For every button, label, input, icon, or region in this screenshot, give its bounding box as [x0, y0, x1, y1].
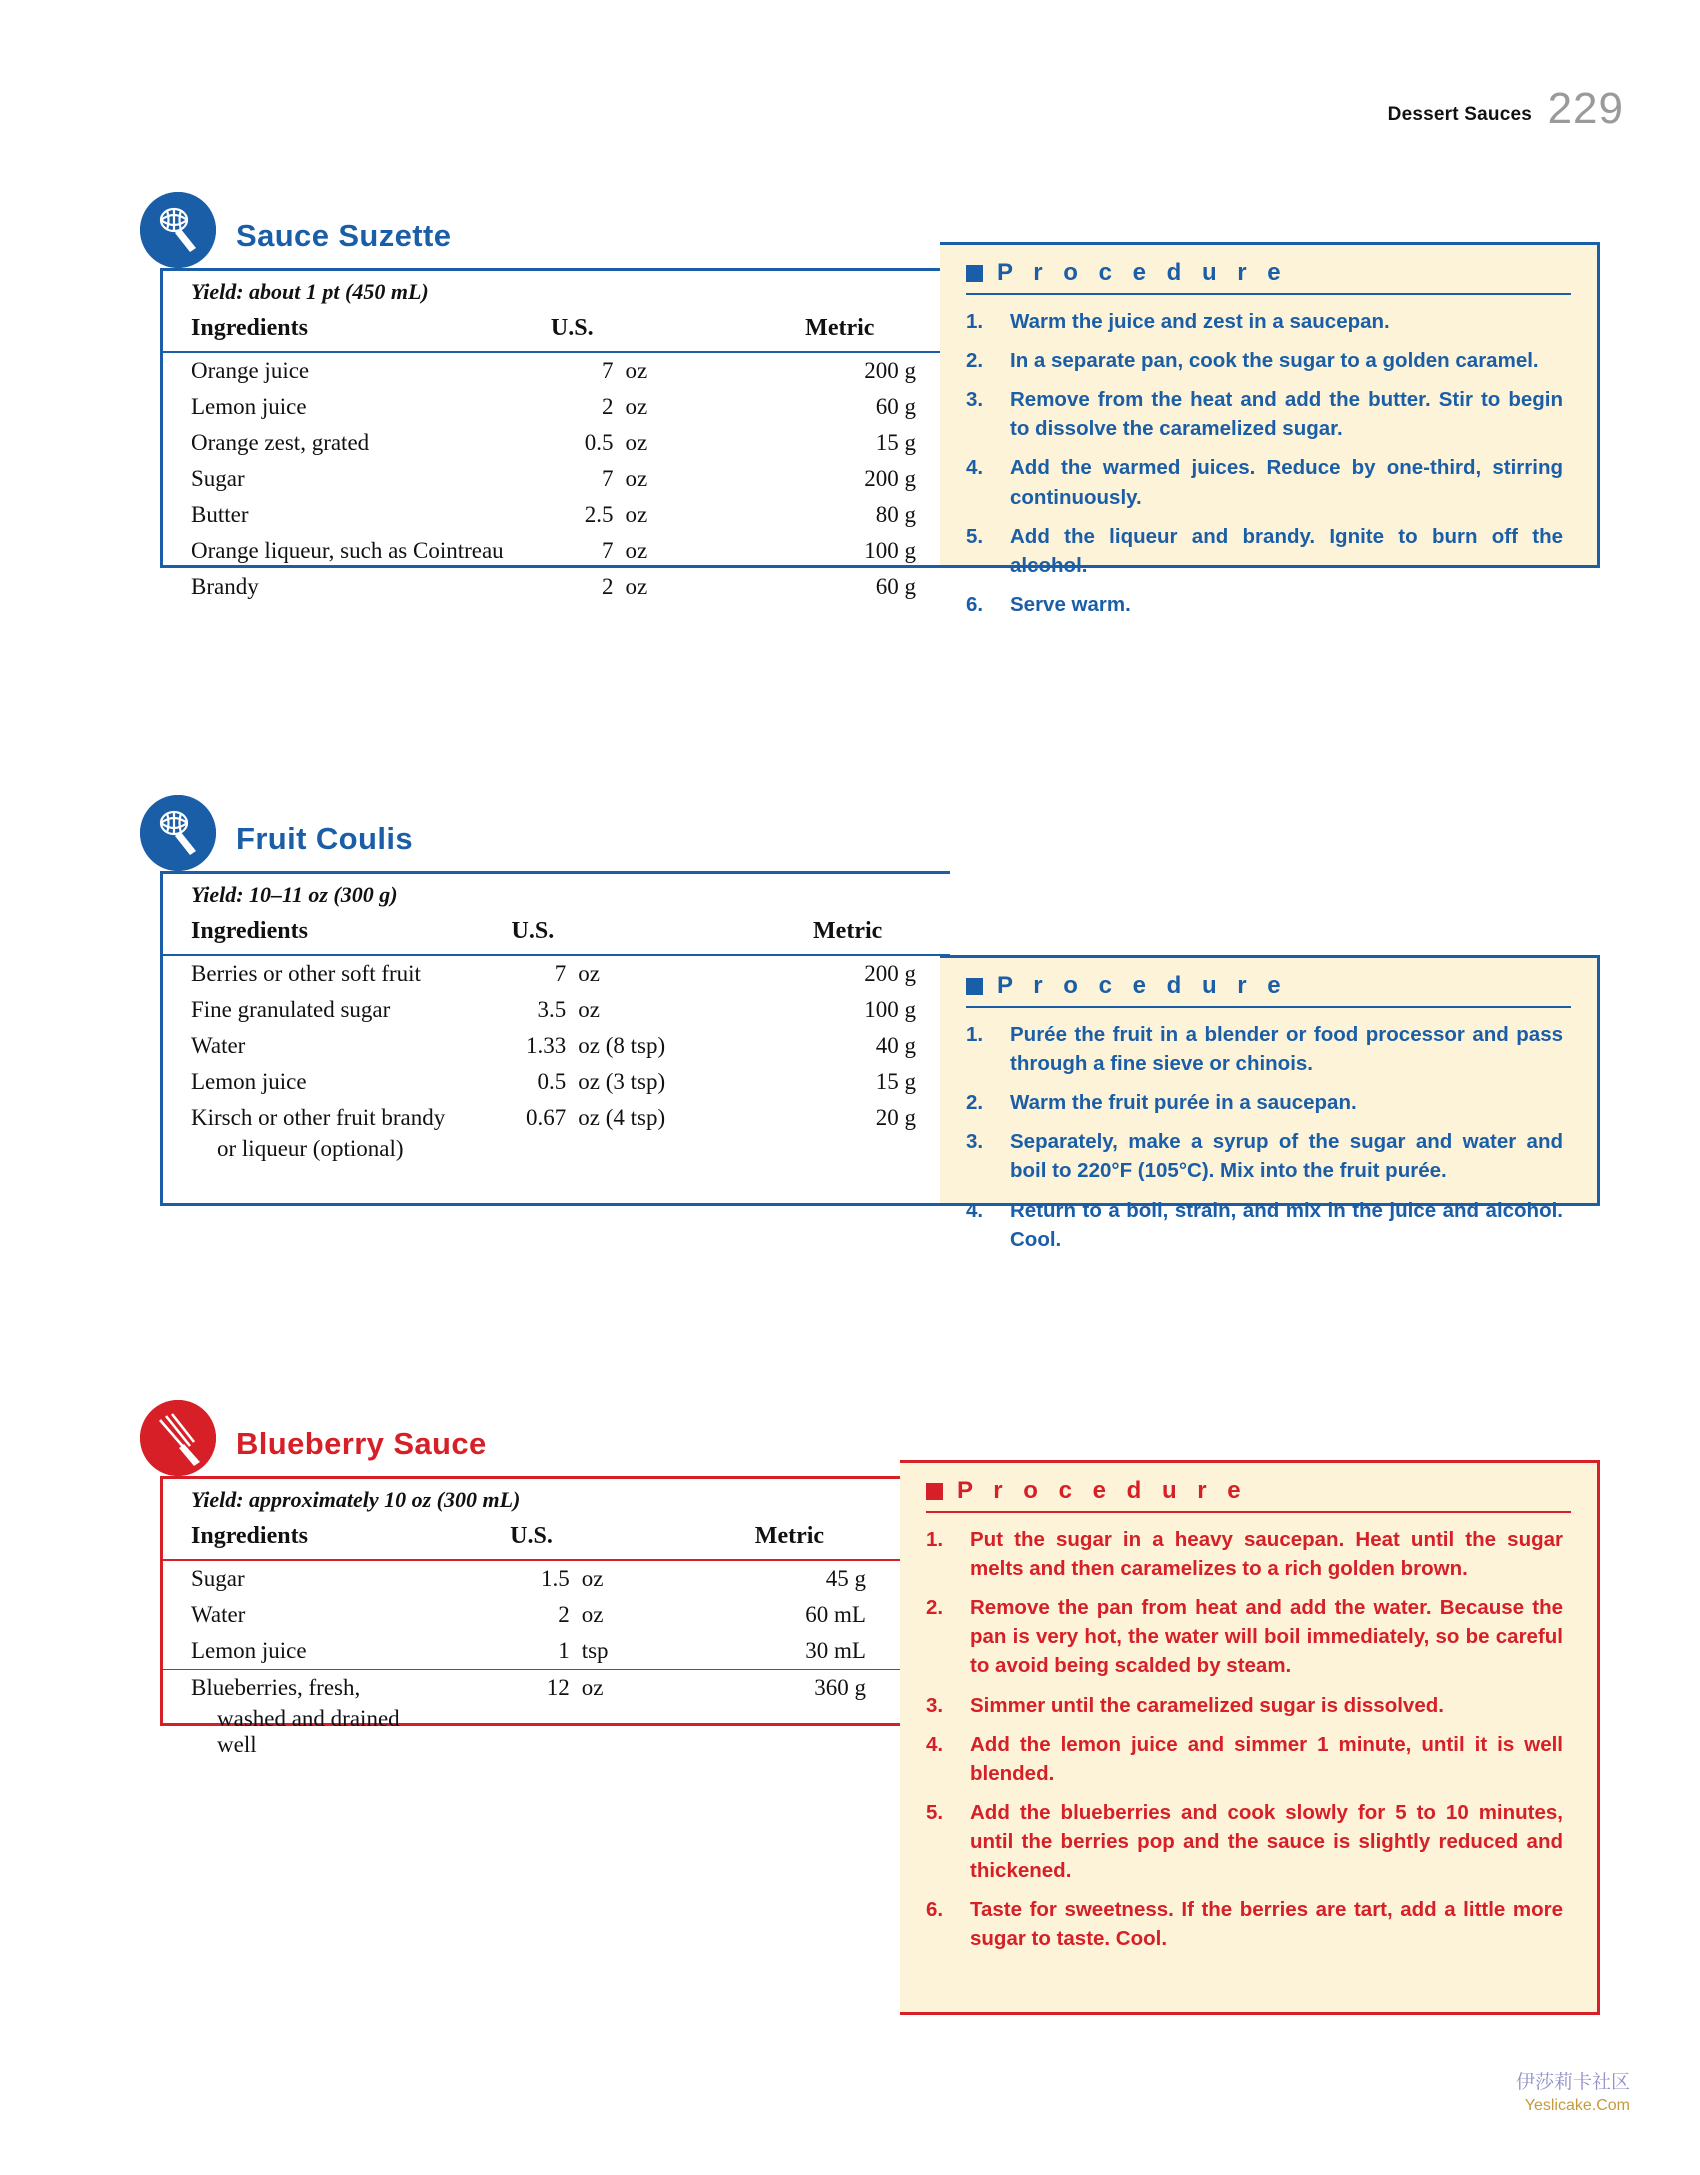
ingredient-metric: 200 g [864, 961, 916, 986]
table-row [163, 352, 950, 389]
ingredient-unit: oz [581, 1602, 604, 1627]
table-row [163, 1732, 900, 1763]
ingredient-unit: tsp [581, 1638, 609, 1663]
col-us: U.S. [510, 1523, 553, 1549]
ingredient-amount: 12 [546, 1675, 570, 1700]
ingredient-unit: oz [625, 430, 648, 455]
bullet-square-icon [966, 978, 983, 995]
list-item: Put the sugar in a heavy saucepan. Heat until the sugar melts and then caramelizes to a rich golden brown. [970, 1528, 1563, 1581]
table-row [163, 1136, 950, 1167]
list-item: Add the blueberries and cook slowly for 5 to 10 minutes, until the berries pop and the sauce is slightly reduced and thickened. [970, 1800, 1563, 1883]
procedure-label: P r o c e d u r e [997, 259, 1288, 286]
col-metric: Metric [805, 315, 875, 341]
ingredient-amount: 7 [601, 466, 614, 491]
ingredient-metric: 80 g [875, 502, 916, 527]
bullet-square-icon [926, 1483, 943, 1500]
ingredient-amount: 2 [601, 574, 614, 599]
ingredient-unit: oz (8 tsp) [578, 1033, 666, 1058]
table-row [163, 497, 950, 533]
ingredient-metric: 100 g [864, 997, 916, 1022]
table-row [163, 1560, 900, 1597]
ingredient-name: Blueberries, fresh, [191, 1675, 361, 1700]
ingredient-metric: 60 mL [805, 1602, 866, 1627]
page-number: 229 [1547, 84, 1624, 133]
ingredient-metric: 15 g [875, 1069, 916, 1094]
ingredient-metric: 30 mL [805, 1638, 866, 1663]
ingredient-unit: oz [581, 1566, 604, 1591]
list-item: Add the warmed juices. Reduce by one-third, stirring continuously. [1010, 456, 1563, 509]
ingredient-unit: oz [578, 997, 600, 1022]
ingredients-panel [160, 871, 950, 1206]
table-row [163, 955, 950, 992]
col-metric: Metric [754, 1523, 825, 1549]
table-row [163, 1028, 950, 1064]
ingredient-amount: 2.5 [584, 502, 614, 527]
ingredient-amount: 2 [558, 1602, 570, 1627]
ingredient-amount: 1.33 [525, 1033, 567, 1058]
ingredient-name: Sugar [191, 466, 245, 491]
ingredient-continuation: washed and drained [217, 1706, 400, 1731]
recipe-title: Sauce Suzette [236, 218, 452, 253]
ingredient-unit: oz [625, 574, 648, 599]
ingredient-unit: oz (4 tsp) [578, 1105, 666, 1130]
ingredient-amount: 0.5 [584, 430, 614, 455]
ingredients-panel [160, 1476, 900, 1757]
ingredient-unit: oz [625, 358, 648, 383]
ingredient-amount: 1.5 [540, 1566, 570, 1591]
ingredient-metric: 100 g [864, 538, 916, 563]
col-ingredients: Ingredients [191, 1523, 308, 1549]
list-item: Purée the fruit in a blender or food processor and pass through a fine sieve or chinois. [1010, 1023, 1563, 1076]
ingredient-metric: 60 g [875, 394, 916, 419]
ingredient-name: Kirsch or other fruit brandy [191, 1105, 446, 1130]
table-row [163, 1670, 900, 1707]
col-ingredients: Ingredients [191, 315, 308, 341]
table-row [163, 461, 950, 497]
list-item: Return to a boil, strain, and mix in the juice and alcohol. Cool. [1010, 1198, 1563, 1251]
whisk-icon [140, 795, 216, 871]
procedure-steps [940, 1008, 1597, 1270]
ingredients-table [163, 912, 950, 1167]
procedure-panel [940, 242, 1600, 616]
col-ingredients: Ingredients [191, 918, 308, 944]
table-row [163, 1064, 950, 1100]
ingredient-metric: 60 g [875, 574, 916, 599]
ingredient-name: Fine granulated sugar [191, 997, 391, 1022]
table-row [163, 533, 950, 569]
ingredient-amount: 0.5 [537, 1069, 567, 1094]
ingredient-amount: 7 [554, 961, 567, 986]
ingredient-metric: 15 g [875, 430, 916, 455]
list-item: Warm the fruit purée in a saucepan. [1010, 1091, 1357, 1115]
list-item: Remove from the heat and add the butter. Stir to begin to dissolve the caramelized sugar. [1010, 388, 1563, 441]
ingredient-name: Berries or other soft fruit [191, 961, 421, 986]
table-row [163, 1100, 950, 1136]
whisk-badge-icon [140, 192, 216, 268]
col-us: U.S. [550, 315, 594, 341]
col-metric: Metric [813, 918, 883, 944]
ingredient-continuation-2: well [217, 1732, 257, 1757]
yield-text: Yield: about 1 pt (450 mL) [191, 279, 429, 304]
table-row [163, 1597, 900, 1633]
table-row [163, 569, 950, 605]
procedure-label: P r o c e d u r e [997, 972, 1288, 999]
procedure-header [900, 1463, 1597, 1505]
list-item: In a separate pan, cook the sugar to a golden caramel. [1010, 349, 1539, 373]
whisk-icon [140, 192, 216, 268]
procedure-header [940, 245, 1597, 287]
procedure-label: P r o c e d u r e [957, 1477, 1248, 1504]
ingredient-name: Butter [191, 502, 249, 527]
procedure-header [940, 958, 1597, 1000]
col-us: U.S. [511, 918, 555, 944]
table-row [163, 425, 950, 461]
ingredient-unit: oz [625, 394, 648, 419]
procedure-panel [900, 1460, 1600, 2015]
ingredient-name: Sugar [191, 1566, 245, 1591]
table-row [163, 992, 950, 1028]
ingredient-unit: oz [625, 466, 648, 491]
table-row [163, 389, 950, 425]
ingredients-panel [160, 268, 950, 599]
ingredients-table [163, 309, 950, 605]
running-head: Dessert Sauces [1387, 104, 1532, 125]
ingredient-name: Orange zest, grated [191, 430, 370, 455]
watermark-line-2: Yeslicake.Com [1524, 2097, 1630, 2115]
ingredient-metric: 40 g [875, 1033, 916, 1058]
list-item: Add the liqueur and brandy. Ignite to burn off the alcohol. [1010, 524, 1563, 577]
ingredient-metric: 360 g [814, 1675, 866, 1700]
list-item: Separately, make a syrup of the sugar and water and boil to 220°F (105°C). Mix into the fruit purée. [1010, 1130, 1563, 1183]
watermark-line-1: 伊莎莉卡社区 [1515, 2071, 1630, 2093]
ingredient-name: Brandy [191, 574, 259, 599]
ingredient-amount: 3.5 [537, 997, 567, 1022]
ingredient-name: Lemon juice [191, 1638, 307, 1663]
ingredient-name: Orange juice [191, 358, 310, 383]
list-item: Add the lemon juice and simmer 1 minute, until it is well blended. [970, 1732, 1563, 1785]
ingredient-metric: 200 g [864, 466, 916, 491]
ingredient-unit: oz [578, 961, 600, 986]
ingredient-continuation: or liqueur (optional) [217, 1136, 404, 1161]
list-item: Remove the pan from heat and add the water. Because the pan is very hot, the water will boil immediately, so be careful to avoid being scalded by steam. [970, 1596, 1563, 1678]
ingredient-amount: 1 [558, 1638, 570, 1663]
ingredients-table [163, 1517, 900, 1763]
ingredient-name: Lemon juice [191, 1069, 307, 1094]
procedure-panel [940, 955, 1600, 1251]
whisk-icon [140, 1400, 216, 1476]
table-row [163, 1633, 900, 1670]
procedure-steps [940, 295, 1597, 635]
ingredient-unit: oz [625, 538, 648, 563]
list-item: Serve warm. [1010, 592, 1131, 616]
watermark [1516, 2070, 1630, 2117]
yield-text: Yield: 10–11 oz (300 g) [191, 882, 398, 907]
list-item: Warm the juice and zest in a saucepan. [1010, 310, 1390, 333]
ingredient-name: Lemon juice [191, 394, 307, 419]
whisk-badge-icon [140, 1400, 216, 1476]
ingredient-amount: 0.67 [525, 1105, 567, 1130]
ingredient-unit: oz [625, 502, 648, 527]
ingredient-name: Water [191, 1602, 246, 1627]
ingredient-unit: oz (3 tsp) [578, 1069, 666, 1094]
yield-text: Yield: approximately 10 oz (300 mL) [191, 1487, 521, 1512]
list-item: Taste for sweetness. If the berries are tart, add a little more sugar to taste. Cool. [970, 1898, 1563, 1951]
ingredient-amount: 7 [601, 358, 614, 383]
list-item: Simmer until the caramelized sugar is dissolved. [970, 1693, 1444, 1717]
ingredient-unit: oz [581, 1675, 604, 1700]
ingredient-name: Orange liqueur, such as Cointreau [191, 538, 504, 563]
recipe-title: Fruit Coulis [236, 821, 414, 856]
ingredient-amount: 2 [601, 394, 614, 419]
ingredient-metric: 200 g [864, 358, 916, 383]
whisk-badge-icon [140, 795, 216, 871]
ingredient-amount: 7 [601, 538, 614, 563]
ingredient-metric: 45 g [825, 1566, 866, 1591]
table-row [163, 1706, 900, 1732]
bullet-square-icon [966, 265, 983, 282]
ingredient-name: Water [191, 1033, 246, 1058]
recipe-title: Blueberry Sauce [236, 1426, 487, 1461]
ingredient-metric: 20 g [875, 1105, 916, 1130]
procedure-steps [900, 1513, 1597, 1969]
